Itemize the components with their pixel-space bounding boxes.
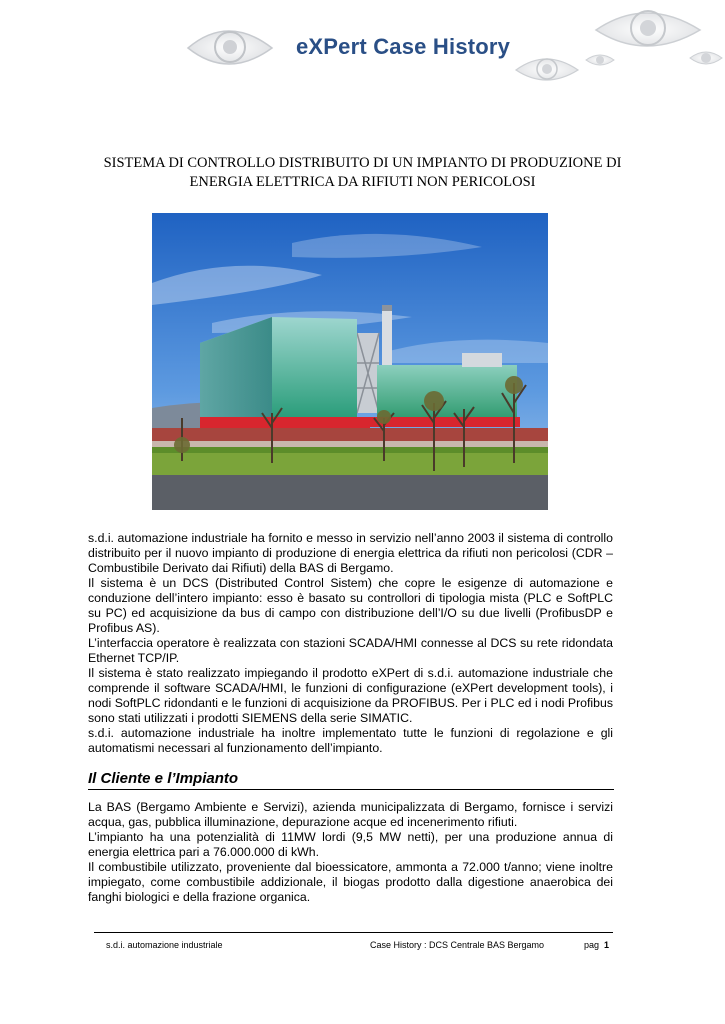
paragraph: L’impianto ha una potenzialità di 11MW lordi (9,5 MW netti), per una produzione annua di energia elettrica pari a 76.000.000 di kWh.: [88, 830, 613, 859]
document-title: [70, 154, 655, 192]
brand-title: eXPert Case History: [296, 34, 511, 59]
page-label: pag: [584, 940, 600, 950]
footer-case-history: Case History : DCS Centrale BAS Bergamo: [370, 940, 545, 950]
page-header: [0, 0, 725, 90]
paragraph: La BAS (Bergamo Ambiente e Servizi), azienda municipalizzata di Bergamo, fornisce i servizi acqua, gas, pubblica illuminazione, depurazione acque ed incenerimento rifiuti.: [88, 800, 613, 829]
plant-photo: [152, 213, 548, 510]
paragraph: Il sistema è stato realizzato impiegando il prodotto eXPert di s.d.i. automazione industriale che comprende il software SCADA/HMI, le funzioni di configurazione (eXPert development tools), i nodi SoftPLC ridondanti e le funzioni di acquisizione da PROFIBUS. Per i PLC ed i nodi Profibus sono stati utilizzati i prodotti SIEMENS della serie SIMATIC.: [88, 666, 613, 725]
client-text: [88, 800, 613, 905]
title-line-2: ENERGIA ELETTRICA DA RIFIUTI NON PERICOLOSI: [189, 174, 536, 190]
paragraph: Il combustibile utilizzato, proveniente dal bioessicatore, ammonta a 72.000 t/anno; viene inoltre impiegato, come combustibile addizionale, il biogas prodotto dalla digestione anaerobica dei fanghi biologici e della frazione organica.: [88, 860, 613, 904]
section-heading: Il Cliente e l’Impianto: [88, 770, 614, 790]
footer-page: [584, 940, 609, 950]
paragraph: Il sistema è un DCS (Distributed Control Sistem) che copre le esigenze di automazione e conduzione dell’intero impianto: esso è basato su controllori di tipologia mista (PLC e SoftPLC su PC) ed acquisizione da bus di campo con distribuzione dell’I/O su due livelli (ProfibusDP e Profibus AS).: [88, 576, 613, 635]
paragraph: s.d.i. automazione industriale ha inoltre implementato tutte le funzioni di regolazione e gli automatismi necessari al funzionamento dell’impianto.: [88, 726, 613, 755]
footer-company: s.d.i. automazione industriale: [106, 940, 223, 950]
intro-text: [88, 531, 613, 756]
title-line-1: SISTEMA DI CONTROLLO DISTRIBUITO DI UN IMPIANTO DI PRODUZIONE DI: [103, 155, 622, 171]
page-number: 1: [604, 940, 610, 950]
paragraph: L’interfaccia operatore è realizzata con stazioni SCADA/HMI connesse al DCS su rete ridondata Ethernet TCP/IP.: [88, 636, 613, 665]
paragraph: s.d.i. automazione industriale ha fornito e messo in servizio nell’anno 2003 il sistema di controllo distribuito per il nuovo impianto di produzione di energia elettrica da rifiuti non pericolosi (CDR – Combustibile Derivato dai Rifiuti) della BAS di Bergamo.: [88, 531, 613, 575]
footer-divider: [94, 932, 613, 933]
